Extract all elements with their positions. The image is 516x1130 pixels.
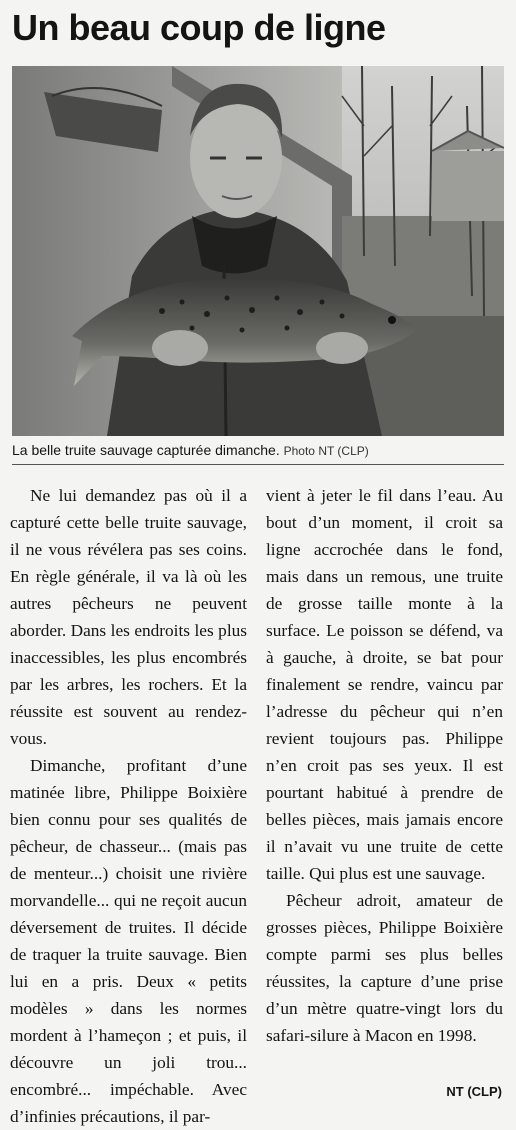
photo-fisherman-holding-trout <box>12 66 504 436</box>
paragraph-2-continued: vient à jeter le fil dans l’eau. Au bout d’un moment, il croit sa ligne accrochée dans le fond, mais dans un remous, une truite de grosse taille monte à la surface. Le poisson se défend, va à gauche, à droite, se bat pour finalement se rendre, vaincu par l’adresse du pêcheur qui n’en revient toujours pas. Philippe n’en croit pas ses yeux. Il est pourtant habitué à prendre de belles pièces, mais jamais encore il n’avait vu une truite de cette taille. Qui plus est une sauvage. <box>266 486 503 883</box>
caption-divider <box>12 464 504 465</box>
paragraph-3: Pêcheur adroit, amateur de grosses pièces, Philippe Boixière compte parmi ses plus belles réussites, la capture d’une prise d’un mètre quatre-vingt lors du safari-silure à Macon en 1998. <box>266 891 503 1045</box>
article-column-1 <box>10 482 247 1130</box>
headline: Un beau coup de ligne <box>12 7 386 48</box>
paragraph-2: Dimanche, profitant d’une matinée libre, Philippe Boixière bien connu pour ses qualités de pêcheur, de chasseur... (mais pas de menteur...) choisit une rivière morvandelle... qui ne reçoit aucun déversement de truites. Il décide de traquer la truite sauvage. Bien lui en a pris. Deux « petits modèles » dans les normes mordent à l’hameçon ; et puis, il découvre un joli trou... encombré... impéchable. Avec d’infinies précautions, il par- <box>10 756 247 1126</box>
photo-caption <box>12 440 369 461</box>
article-photo <box>12 66 504 436</box>
article-column-2 <box>266 482 503 1049</box>
photo-credit: Photo NT (CLP) <box>283 444 369 458</box>
paragraph-1: Ne lui demandez pas où il a capturé cette belle truite sauvage, il ne vous révélera pas ses coins. En règle générale, il va là où les autres pêcheurs ne peuvent aborder. Dans les endroits les plus inaccessibles, les plus encombrés par les arbres, les rochers. Et la réussite est souvent au rendez-vous. <box>10 486 247 748</box>
caption-text: La belle truite sauvage capturée dimanche. <box>12 442 280 458</box>
author-signature: NT (CLP) <box>446 1084 502 1099</box>
